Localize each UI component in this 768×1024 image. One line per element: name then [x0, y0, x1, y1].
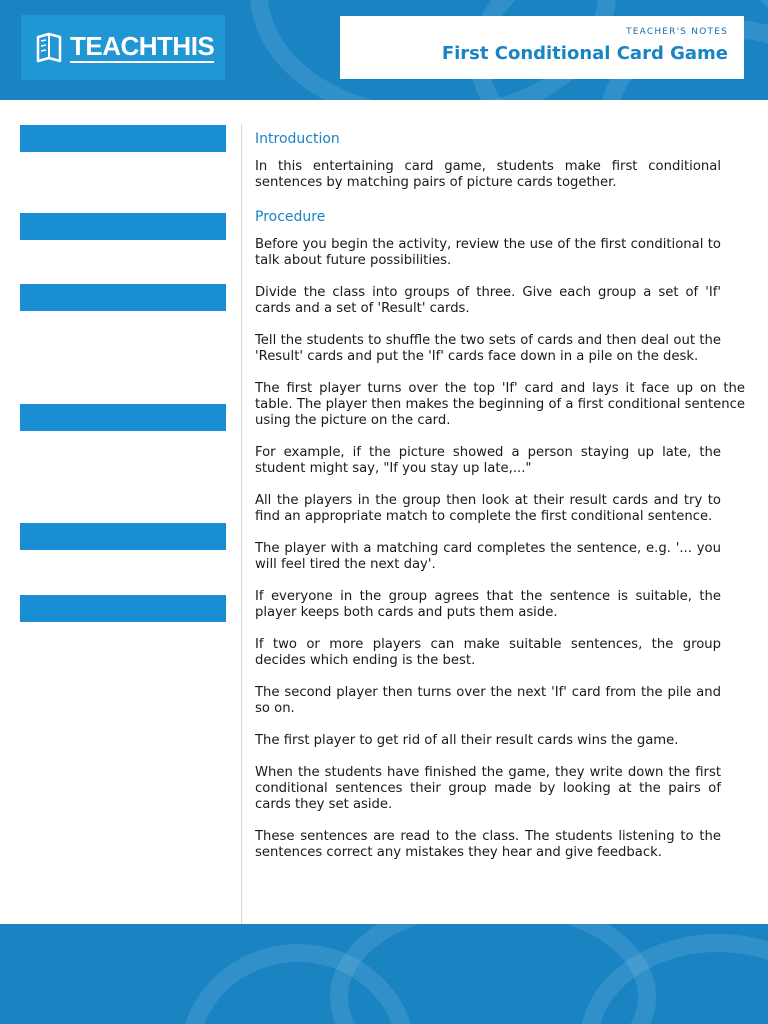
header-banner	[0, 0, 768, 100]
sidebar-bar	[20, 213, 226, 240]
procedure-step: All the players in the group then look at their result cards and try to find an appropriate match to complete the first conditional sentence.	[255, 493, 721, 524]
procedure-step: These sentences are read to the class. The students listening to the sentences correct any mistakes they hear and give feedback.	[255, 829, 721, 860]
procedure-step: If everyone in the group agrees that the sentence is suitable, the player keeps both cards and puts them aside.	[255, 589, 721, 620]
logo-wordmark: TEACHTHIS	[70, 30, 215, 61]
page-title: First Conditional Card Game	[441, 43, 728, 64]
sidebar-bar	[20, 404, 226, 431]
document-subtitle: TEACHER'S NOTES	[626, 27, 728, 37]
title-panel	[340, 16, 744, 79]
procedure-heading: Procedure	[255, 209, 326, 225]
sidebar-bar	[20, 125, 226, 152]
introduction-heading: Introduction	[255, 131, 340, 147]
book-icon	[34, 31, 64, 65]
procedure-step: The player with a matching card completes the sentence, e.g. '... you will feel tired the next day'.	[255, 541, 721, 572]
logo[interactable]	[21, 15, 225, 80]
footer-banner	[0, 924, 768, 1024]
procedure-step: The first player turns over the top 'If' card and lays it face up on the table. The player then makes the beginning of a first conditional sentence using the picture on the card.	[255, 381, 745, 428]
sidebar-bar	[20, 523, 226, 550]
procedure-step: Divide the class into groups of three. Give each group a set of 'If' cards and a set of 'Result' cards.	[255, 285, 721, 316]
procedure-step: The second player then turns over the next 'If' card from the pile and so on.	[255, 685, 721, 716]
procedure-step: When the students have finished the game, they write down the first conditional sentences their group made by looking at the pairs of cards they set aside.	[255, 765, 721, 812]
procedure-step: Before you begin the activity, review the use of the first conditional to talk about future possibilities.	[255, 237, 721, 268]
procedure-step: The first player to get rid of all their result cards wins the game.	[255, 733, 679, 748]
notes-content	[255, 129, 745, 877]
sidebar-bar	[20, 595, 226, 622]
procedure-step: For example, if the picture showed a person staying up late, the student might say, "If you stay up late,..."	[255, 445, 721, 476]
sidebar-bar	[20, 284, 226, 311]
procedure-step: Tell the students to shuffle the two sets of cards and then deal out the 'Result' cards and put the 'If' cards face down in a pile on the desk.	[255, 333, 721, 364]
procedure-step: If two or more players can make suitable sentences, the group decides which ending is the best.	[255, 637, 721, 668]
introduction-text: In this entertaining card game, students make first conditional sentences by matching pairs of picture cards together.	[255, 159, 721, 190]
column-divider	[241, 124, 242, 962]
